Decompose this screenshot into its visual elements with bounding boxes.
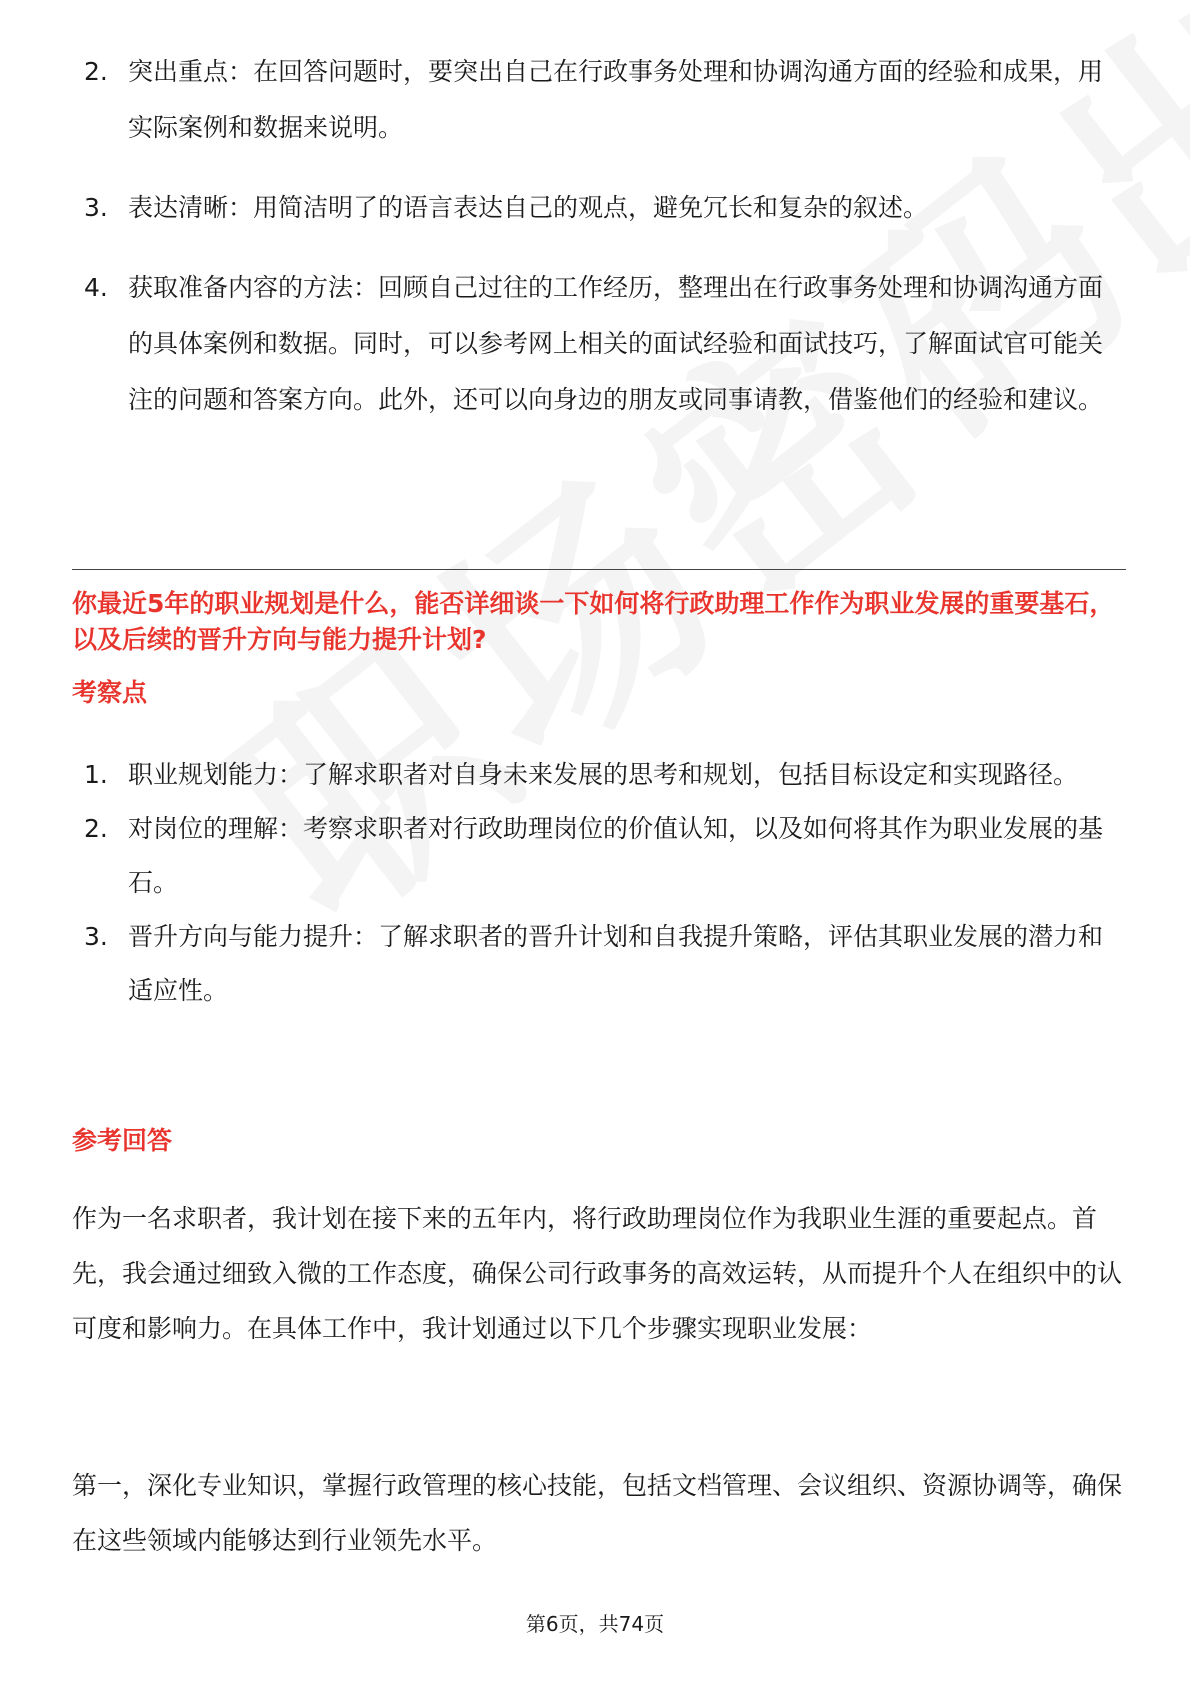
list-item-number: 1. (84, 760, 108, 789)
list-item (84, 748, 1124, 802)
list-item (84, 180, 1124, 236)
list-item (84, 44, 1124, 156)
list-item-number: 4. (84, 273, 108, 302)
exam-points-heading: 考察点 (72, 678, 148, 707)
list-item (84, 910, 1124, 1018)
list-item-number: 2. (84, 814, 108, 843)
list-item-number: 3. (84, 922, 108, 951)
list-item-text: 表达清晰：用简洁明了的语言表达自己的观点，避免冗长和复杂的叙述。 (128, 193, 929, 222)
page-number: 第6页，共74页 (525, 1612, 665, 1636)
list-item-number: 2. (84, 57, 108, 86)
list-item-text: 对岗位的理解：考察求职者对行政助理岗位的价值认知，以及如何将其作为职业发展的基石。 (128, 814, 1104, 897)
list-item (84, 260, 1124, 428)
list-item-text: 职业规划能力：了解求职者对自身未来发展的思考和规划，包括目标设定和实现路径。 (128, 760, 1079, 789)
preparation-tips-list (84, 44, 1124, 452)
exam-points-list (84, 748, 1124, 1018)
list-item-text: 获取准备内容的方法：回顾自己过往的工作经历，整理出在行政事务处理和协调沟通方面的具体案例和数据。同时，可以参考网上相关的面试经验和面试技巧，了解面试官可能关注的问题和答案方向。此外，还可以向身边的朋友或同事请教，借鉴他们的经验和建议。 (128, 273, 1104, 414)
list-item-text: 突出重点：在回答问题时，要突出自己在行政事务处理和协调沟通方面的经验和成果，用实际案例和数据来说明。 (128, 57, 1104, 142)
answer-paragraph: 第一，深化专业知识，掌握行政管理的核心技能，包括文档管理、会议组织、资源协调等，确保在这些领域内能够达到行业领先水平。 (72, 1471, 1123, 1555)
answer-paragraph: 作为一名求职者，我计划在接下来的五年内，将行政助理岗位作为我职业生涯的重要起点。首先，我会通过细致入微的工作态度，确保公司行政事务的高效运转，从而提升个人在组织中的认可度和影响力。在具体工作中，我计划通过以下几个步骤实现职业发展： (72, 1204, 1123, 1343)
list-item-number: 3. (84, 193, 108, 222)
section-divider (72, 569, 1126, 570)
reference-answer-heading: 参考回答 (72, 1126, 173, 1155)
interview-question: 你最近5年的职业规划是什么，能否详细谈一下如何将行政助理工作作为职业发展的重要基石，以及后续的晋升方向与能力提升计划? (72, 589, 1115, 654)
list-item (84, 802, 1124, 910)
list-item-text: 晋升方向与能力提升：了解求职者的晋升计划和自我提升策略，评估其职业发展的潜力和适应性。 (128, 922, 1104, 1005)
